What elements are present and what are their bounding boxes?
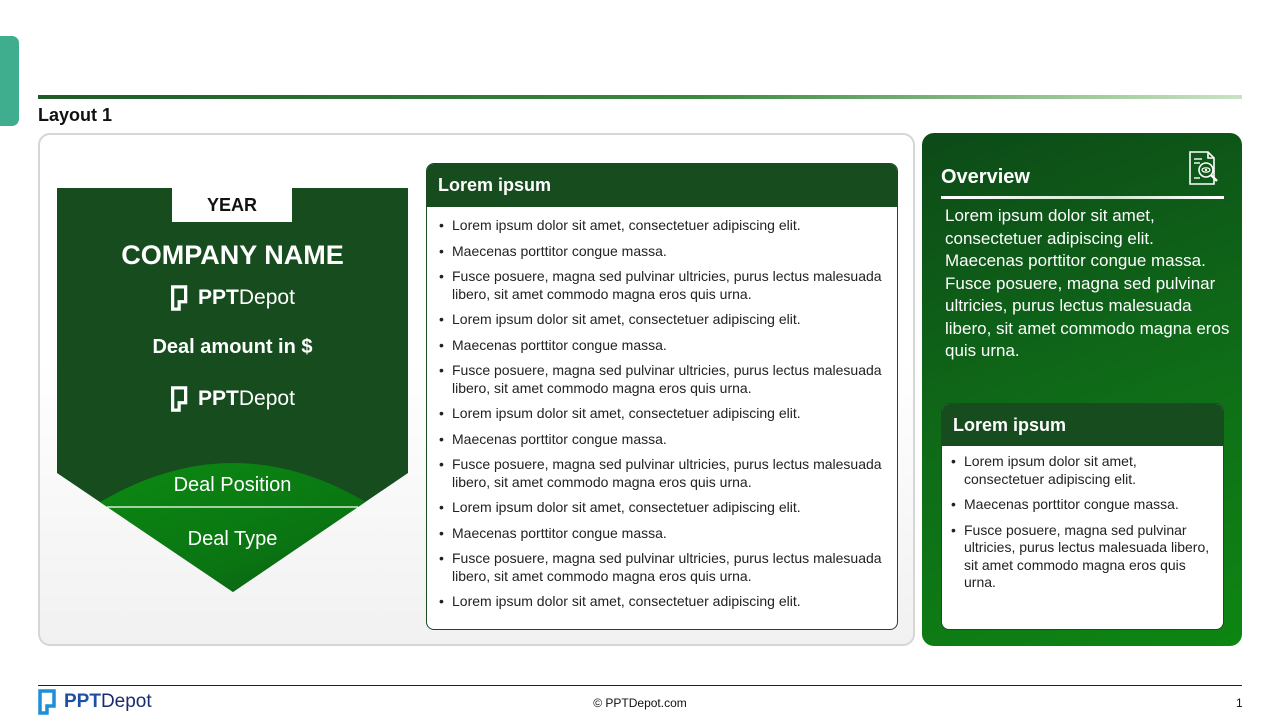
logo-text-regular: Depot bbox=[238, 286, 295, 309]
list-item: • Maecenas porttitor congue massa. bbox=[427, 337, 897, 355]
card-title: Lorem ipsum bbox=[427, 164, 897, 207]
list-item: • Maecenas porttitor congue massa. bbox=[427, 525, 897, 543]
overview-title: Overview bbox=[941, 166, 1030, 188]
list-item: • Maecenas porttitor congue massa. bbox=[427, 431, 897, 449]
page-number: 1 bbox=[1236, 696, 1243, 710]
list-item: • Fusce posuere, magna sed pulvinar ultricies, purus lectus malesuada libero, sit amet commodo magna eros quis urna. bbox=[427, 550, 897, 585]
company-logo bbox=[57, 285, 408, 311]
title-rule bbox=[38, 95, 1242, 99]
list-item: • Fusce posuere, magna sed pulvinar ultricies, purus lectus malesuada libero, sit amet commodo magna eros quis urna. bbox=[427, 362, 897, 397]
deal-amount: Deal amount in $ bbox=[152, 336, 313, 358]
lorem-card-main bbox=[426, 163, 898, 630]
logo-text-regular: Depot bbox=[238, 387, 295, 410]
list-item: • Lorem ipsum dolor sit amet, consectetuer adipiscing elit. bbox=[942, 453, 1223, 488]
page-title: Layout 1 bbox=[38, 105, 113, 125]
deal-logo bbox=[57, 386, 408, 412]
card-title: Lorem ipsum bbox=[942, 404, 1223, 446]
list-item: • Fusce posuere, magna sed pulvinar ultricies, purus lectus malesuada libero, sit amet commodo magna eros quis urna. bbox=[427, 268, 897, 303]
bullet-list bbox=[942, 446, 1223, 592]
footer-rule bbox=[38, 685, 1242, 686]
list-item: • Fusce posuere, magna sed pulvinar ultricies, purus lectus malesuada libero, sit amet commodo magna eros quis urna. bbox=[942, 522, 1223, 592]
list-item: • Lorem ipsum dolor sit amet, consectetuer adipiscing elit. bbox=[427, 405, 897, 423]
document-search-icon bbox=[1186, 150, 1222, 186]
bullet-list bbox=[427, 207, 897, 611]
copyright-text: © PPTDepot.com bbox=[593, 696, 687, 710]
list-item: • Fusce posuere, magna sed pulvinar ultricies, purus lectus malesuada libero, sit amet commodo magna eros quis urna. bbox=[427, 456, 897, 491]
logo-mark-icon bbox=[170, 285, 192, 311]
footer-logo-bold: PPT bbox=[64, 691, 101, 712]
lorem-card-overview bbox=[941, 403, 1224, 630]
list-item: • Lorem ipsum dolor sit amet, consectetuer adipiscing elit. bbox=[427, 499, 897, 517]
company-name: COMPANY NAME bbox=[121, 240, 344, 270]
list-item: • Maecenas porttitor congue massa. bbox=[427, 243, 897, 261]
deal-type: Deal Type bbox=[187, 528, 278, 550]
list-item: • Maecenas porttitor congue massa. bbox=[942, 496, 1223, 514]
list-item: • Lorem ipsum dolor sit amet, consectetuer adipiscing elit. bbox=[427, 311, 897, 329]
overview-text: Lorem ipsum dolor sit amet, consectetuer adipiscing elit. Maecenas porttitor congue massa. Fusce posuere, magna sed pulvinar ultricies, purus lectus malesuada libero, sit amet commodo magna eros quis urna. bbox=[945, 206, 1230, 360]
list-item: • Lorem ipsum dolor sit amet, consectetuer adipiscing elit. bbox=[427, 593, 897, 611]
side-accent-tab bbox=[0, 36, 19, 126]
overview-rule bbox=[941, 196, 1224, 199]
footer-logo-regular: Depot bbox=[100, 691, 152, 712]
logo-text-bold: PPT bbox=[198, 286, 239, 309]
year-label: YEAR bbox=[172, 188, 292, 222]
logo-text-bold: PPT bbox=[198, 387, 239, 410]
deal-position: Deal Position bbox=[173, 474, 292, 496]
list-item: • Lorem ipsum dolor sit amet, consectetuer adipiscing elit. bbox=[427, 217, 897, 235]
logo-mark-icon bbox=[170, 386, 192, 412]
